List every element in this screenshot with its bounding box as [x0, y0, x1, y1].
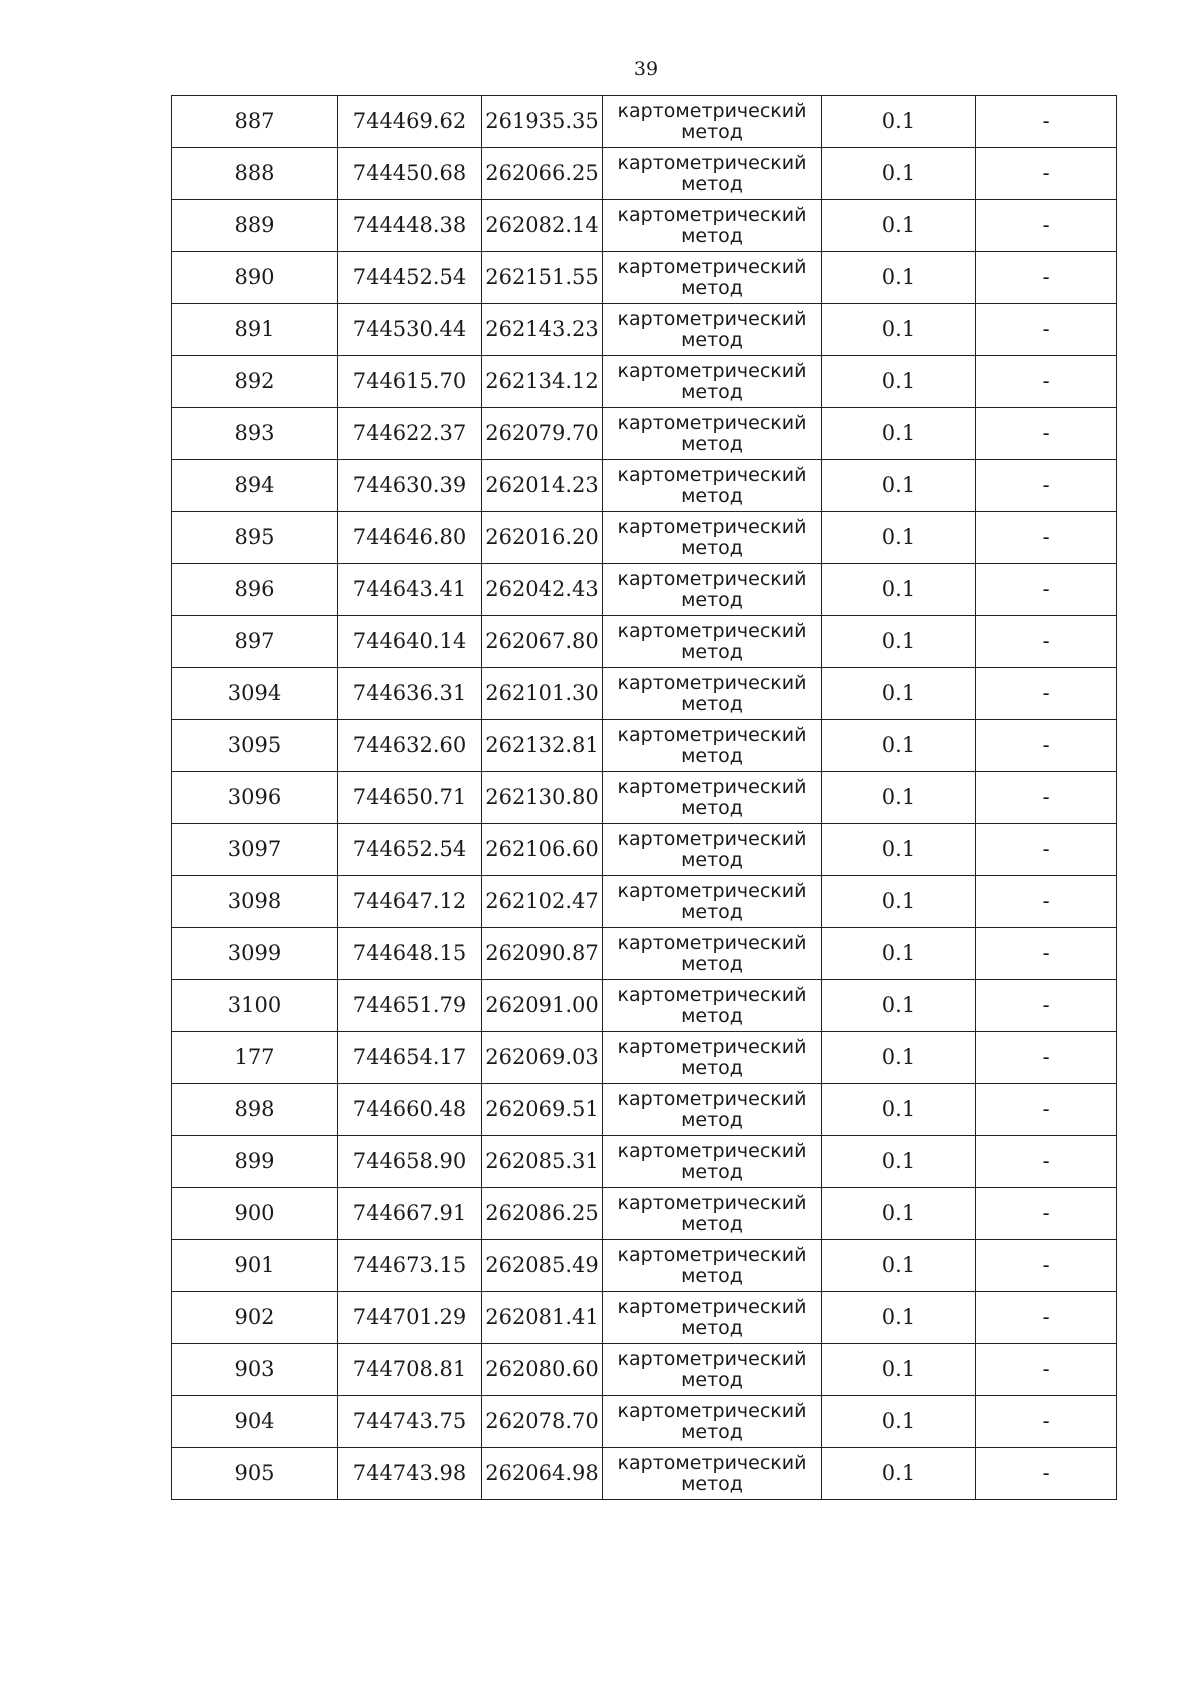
coordinates-table [171, 95, 1117, 1500]
y-coordinate-cell: 262143.23 [482, 304, 603, 356]
point-number-cell: 895 [172, 512, 338, 564]
method-cell [603, 304, 822, 356]
x-coordinate-cell: 744651.79 [338, 980, 482, 1032]
y-coordinate-cell: 262085.49 [482, 1240, 603, 1292]
accuracy-cell: 0.1 [822, 96, 976, 148]
y-coordinate-cell: 262069.51 [482, 1084, 603, 1136]
point-number-cell: 887 [172, 96, 338, 148]
point-number-cell: 3099 [172, 928, 338, 980]
method-text-line1: картометрический [617, 151, 807, 174]
method-text-line1: картометрический [617, 567, 807, 590]
method-text-line1: картометрический [617, 1451, 807, 1474]
method-text-line2: метод [681, 224, 743, 247]
note-cell: - [976, 200, 1117, 252]
method-text-line1: картометрический [617, 671, 807, 694]
point-number-cell: 3096 [172, 772, 338, 824]
method-text-line2: метод [681, 1056, 743, 1079]
method-cell [603, 460, 822, 512]
note-cell: - [976, 616, 1117, 668]
accuracy-cell: 0.1 [822, 1396, 976, 1448]
x-coordinate-cell: 744630.39 [338, 460, 482, 512]
x-coordinate-cell: 744648.15 [338, 928, 482, 980]
y-coordinate-cell: 262067.80 [482, 616, 603, 668]
table-row [172, 512, 1117, 564]
x-coordinate-cell: 744452.54 [338, 252, 482, 304]
method-cell [603, 1136, 822, 1188]
table-row [172, 200, 1117, 252]
method-cell [603, 980, 822, 1032]
point-number-cell: 899 [172, 1136, 338, 1188]
y-coordinate-cell: 262132.81 [482, 720, 603, 772]
table-row [172, 772, 1117, 824]
method-text-line2: метод [681, 900, 743, 923]
point-number-cell: 893 [172, 408, 338, 460]
table-row [172, 720, 1117, 772]
accuracy-cell: 0.1 [822, 408, 976, 460]
accuracy-cell: 0.1 [822, 148, 976, 200]
note-cell: - [976, 928, 1117, 980]
method-text-line2: метод [681, 1212, 743, 1235]
method-text-line1: картометрический [617, 411, 807, 434]
y-coordinate-cell: 262042.43 [482, 564, 603, 616]
method-cell [603, 824, 822, 876]
method-text-line1: картометрический [617, 307, 807, 330]
coordinates-table-body [172, 96, 1117, 1500]
y-coordinate-cell: 262069.03 [482, 1032, 603, 1084]
note-cell: - [976, 824, 1117, 876]
point-number-cell: 892 [172, 356, 338, 408]
method-text-line2: метод [681, 796, 743, 819]
method-text-line1: картометрический [617, 1139, 807, 1162]
x-coordinate-cell: 744640.14 [338, 616, 482, 668]
x-coordinate-cell: 744643.41 [338, 564, 482, 616]
table-row [172, 1344, 1117, 1396]
point-number-cell: 3098 [172, 876, 338, 928]
y-coordinate-cell: 262091.00 [482, 980, 603, 1032]
method-text-line1: картометрический [617, 99, 807, 122]
x-coordinate-cell: 744743.98 [338, 1448, 482, 1500]
point-number-cell: 3094 [172, 668, 338, 720]
accuracy-cell: 0.1 [822, 1448, 976, 1500]
method-text-line1: картометрический [617, 827, 807, 850]
method-text-line2: метод [681, 276, 743, 299]
method-cell [603, 1344, 822, 1396]
note-cell: - [976, 1136, 1117, 1188]
x-coordinate-cell: 744622.37 [338, 408, 482, 460]
table-row [172, 928, 1117, 980]
accuracy-cell: 0.1 [822, 252, 976, 304]
method-cell [603, 1292, 822, 1344]
method-text-line1: картометрический [617, 879, 807, 902]
y-coordinate-cell: 262085.31 [482, 1136, 603, 1188]
method-text-line1: картометрический [617, 1295, 807, 1318]
method-text-line1: картометрический [617, 515, 807, 538]
table-row [172, 668, 1117, 720]
x-coordinate-cell: 744615.70 [338, 356, 482, 408]
note-cell: - [976, 408, 1117, 460]
accuracy-cell: 0.1 [822, 1084, 976, 1136]
accuracy-cell: 0.1 [822, 980, 976, 1032]
y-coordinate-cell: 262151.55 [482, 252, 603, 304]
x-coordinate-cell: 744708.81 [338, 1344, 482, 1396]
method-text-line2: метод [681, 1160, 743, 1183]
point-number-cell: 903 [172, 1344, 338, 1396]
y-coordinate-cell: 262090.87 [482, 928, 603, 980]
method-text-line1: картометрический [617, 931, 807, 954]
note-cell: - [976, 304, 1117, 356]
x-coordinate-cell: 744647.12 [338, 876, 482, 928]
table-row [172, 304, 1117, 356]
method-cell [603, 200, 822, 252]
method-text-line2: метод [681, 952, 743, 975]
method-text-line2: метод [681, 1264, 743, 1287]
method-cell [603, 512, 822, 564]
x-coordinate-cell: 744636.31 [338, 668, 482, 720]
x-coordinate-cell: 744654.17 [338, 1032, 482, 1084]
point-number-cell: 902 [172, 1292, 338, 1344]
y-coordinate-cell: 262081.41 [482, 1292, 603, 1344]
accuracy-cell: 0.1 [822, 1136, 976, 1188]
x-coordinate-cell: 744673.15 [338, 1240, 482, 1292]
accuracy-cell: 0.1 [822, 824, 976, 876]
note-cell: - [976, 460, 1117, 512]
accuracy-cell: 0.1 [822, 304, 976, 356]
method-text-line2: метод [681, 484, 743, 507]
method-text-line2: метод [681, 120, 743, 143]
table-row [172, 356, 1117, 408]
method-cell [603, 408, 822, 460]
note-cell: - [976, 668, 1117, 720]
accuracy-cell: 0.1 [822, 200, 976, 252]
x-coordinate-cell: 744743.75 [338, 1396, 482, 1448]
method-cell [603, 252, 822, 304]
table-row [172, 876, 1117, 928]
y-coordinate-cell: 262106.60 [482, 824, 603, 876]
note-cell: - [976, 252, 1117, 304]
x-coordinate-cell: 744701.29 [338, 1292, 482, 1344]
table-row [172, 1188, 1117, 1240]
table-row [172, 980, 1117, 1032]
method-cell [603, 772, 822, 824]
table-row [172, 1448, 1117, 1500]
method-text-line2: метод [681, 1316, 743, 1339]
method-text-line1: картометрический [617, 255, 807, 278]
y-coordinate-cell: 261935.35 [482, 96, 603, 148]
point-number-cell: 889 [172, 200, 338, 252]
y-coordinate-cell: 262079.70 [482, 408, 603, 460]
point-number-cell: 901 [172, 1240, 338, 1292]
method-cell [603, 1032, 822, 1084]
method-text-line1: картометрический [617, 1191, 807, 1214]
x-coordinate-cell: 744632.60 [338, 720, 482, 772]
point-number-cell: 900 [172, 1188, 338, 1240]
method-text-line2: метод [681, 432, 743, 455]
accuracy-cell: 0.1 [822, 772, 976, 824]
accuracy-cell: 0.1 [822, 356, 976, 408]
method-text-line1: картометрический [617, 1399, 807, 1422]
y-coordinate-cell: 262014.23 [482, 460, 603, 512]
note-cell: - [976, 148, 1117, 200]
table-row [172, 460, 1117, 512]
method-text-line2: метод [681, 1368, 743, 1391]
note-cell: - [976, 1396, 1117, 1448]
note-cell: - [976, 512, 1117, 564]
point-number-cell: 3097 [172, 824, 338, 876]
point-number-cell: 904 [172, 1396, 338, 1448]
table-row [172, 1032, 1117, 1084]
x-coordinate-cell: 744667.91 [338, 1188, 482, 1240]
method-text-line1: картометрический [617, 1243, 807, 1266]
y-coordinate-cell: 262134.12 [482, 356, 603, 408]
method-text-line2: метод [681, 588, 743, 611]
method-text-line1: картометрический [617, 983, 807, 1006]
point-number-cell: 3100 [172, 980, 338, 1032]
method-text-line2: метод [681, 848, 743, 871]
x-coordinate-cell: 744530.44 [338, 304, 482, 356]
method-cell [603, 1448, 822, 1500]
point-number-cell: 890 [172, 252, 338, 304]
accuracy-cell: 0.1 [822, 876, 976, 928]
accuracy-cell: 0.1 [822, 460, 976, 512]
x-coordinate-cell: 744652.54 [338, 824, 482, 876]
table-row [172, 1136, 1117, 1188]
x-coordinate-cell: 744658.90 [338, 1136, 482, 1188]
note-cell: - [976, 772, 1117, 824]
method-text-line2: метод [681, 536, 743, 559]
note-cell: - [976, 1188, 1117, 1240]
method-text-line2: метод [681, 744, 743, 767]
y-coordinate-cell: 262078.70 [482, 1396, 603, 1448]
note-cell: - [976, 1344, 1117, 1396]
y-coordinate-cell: 262082.14 [482, 200, 603, 252]
method-cell [603, 1240, 822, 1292]
point-number-cell: 896 [172, 564, 338, 616]
method-text-line2: метод [681, 1420, 743, 1443]
accuracy-cell: 0.1 [822, 616, 976, 668]
table-row [172, 1084, 1117, 1136]
method-text-line1: картометрический [617, 619, 807, 642]
note-cell: - [976, 1448, 1117, 1500]
method-text-line2: метод [681, 172, 743, 195]
method-cell [603, 720, 822, 772]
x-coordinate-cell: 744650.71 [338, 772, 482, 824]
point-number-cell: 905 [172, 1448, 338, 1500]
note-cell: - [976, 96, 1117, 148]
table-row [172, 824, 1117, 876]
accuracy-cell: 0.1 [822, 720, 976, 772]
accuracy-cell: 0.1 [822, 1292, 976, 1344]
table-row [172, 96, 1117, 148]
method-text-line2: метод [681, 1472, 743, 1495]
method-text-line2: метод [681, 1108, 743, 1131]
note-cell: - [976, 356, 1117, 408]
y-coordinate-cell: 262066.25 [482, 148, 603, 200]
accuracy-cell: 0.1 [822, 928, 976, 980]
table-row [172, 252, 1117, 304]
point-number-cell: 3095 [172, 720, 338, 772]
method-cell [603, 1188, 822, 1240]
page-number: 39 [633, 58, 659, 80]
point-number-cell: 888 [172, 148, 338, 200]
point-number-cell: 898 [172, 1084, 338, 1136]
x-coordinate-cell: 744660.48 [338, 1084, 482, 1136]
accuracy-cell: 0.1 [822, 1188, 976, 1240]
method-cell [603, 1084, 822, 1136]
y-coordinate-cell: 262064.98 [482, 1448, 603, 1500]
x-coordinate-cell: 744646.80 [338, 512, 482, 564]
table-row [172, 564, 1117, 616]
method-text-line2: метод [681, 380, 743, 403]
method-text-line2: метод [681, 640, 743, 663]
method-text-line1: картометрический [617, 359, 807, 382]
method-cell [603, 1396, 822, 1448]
table-row [172, 616, 1117, 668]
method-text-line2: метод [681, 1004, 743, 1027]
method-text-line1: картометрический [617, 1347, 807, 1370]
method-cell [603, 668, 822, 720]
y-coordinate-cell: 262086.25 [482, 1188, 603, 1240]
y-coordinate-cell: 262101.30 [482, 668, 603, 720]
method-text-line1: картометрический [617, 723, 807, 746]
method-cell [603, 928, 822, 980]
x-coordinate-cell: 744448.38 [338, 200, 482, 252]
point-number-cell: 177 [172, 1032, 338, 1084]
accuracy-cell: 0.1 [822, 1240, 976, 1292]
note-cell: - [976, 720, 1117, 772]
note-cell: - [976, 1032, 1117, 1084]
table-row [172, 1396, 1117, 1448]
accuracy-cell: 0.1 [822, 1344, 976, 1396]
note-cell: - [976, 564, 1117, 616]
note-cell: - [976, 876, 1117, 928]
accuracy-cell: 0.1 [822, 512, 976, 564]
table-row [172, 408, 1117, 460]
x-coordinate-cell: 744450.68 [338, 148, 482, 200]
table-row [172, 1292, 1117, 1344]
y-coordinate-cell: 262016.20 [482, 512, 603, 564]
y-coordinate-cell: 262080.60 [482, 1344, 603, 1396]
method-text-line1: картометрический [617, 775, 807, 798]
note-cell: - [976, 1240, 1117, 1292]
method-cell [603, 876, 822, 928]
method-text-line2: метод [681, 328, 743, 351]
method-cell [603, 356, 822, 408]
note-cell: - [976, 980, 1117, 1032]
method-text-line1: картометрический [617, 1035, 807, 1058]
note-cell: - [976, 1084, 1117, 1136]
method-text-line1: картометрический [617, 463, 807, 486]
method-cell [603, 616, 822, 668]
y-coordinate-cell: 262130.80 [482, 772, 603, 824]
method-text-line1: картометрический [617, 203, 807, 226]
accuracy-cell: 0.1 [822, 564, 976, 616]
table-row [172, 148, 1117, 200]
point-number-cell: 894 [172, 460, 338, 512]
method-cell [603, 564, 822, 616]
table-row [172, 1240, 1117, 1292]
method-cell [603, 148, 822, 200]
point-number-cell: 897 [172, 616, 338, 668]
point-number-cell: 891 [172, 304, 338, 356]
method-cell [603, 96, 822, 148]
accuracy-cell: 0.1 [822, 1032, 976, 1084]
method-text-line1: картометрический [617, 1087, 807, 1110]
x-coordinate-cell: 744469.62 [338, 96, 482, 148]
note-cell: - [976, 1292, 1117, 1344]
method-text-line2: метод [681, 692, 743, 715]
accuracy-cell: 0.1 [822, 668, 976, 720]
y-coordinate-cell: 262102.47 [482, 876, 603, 928]
